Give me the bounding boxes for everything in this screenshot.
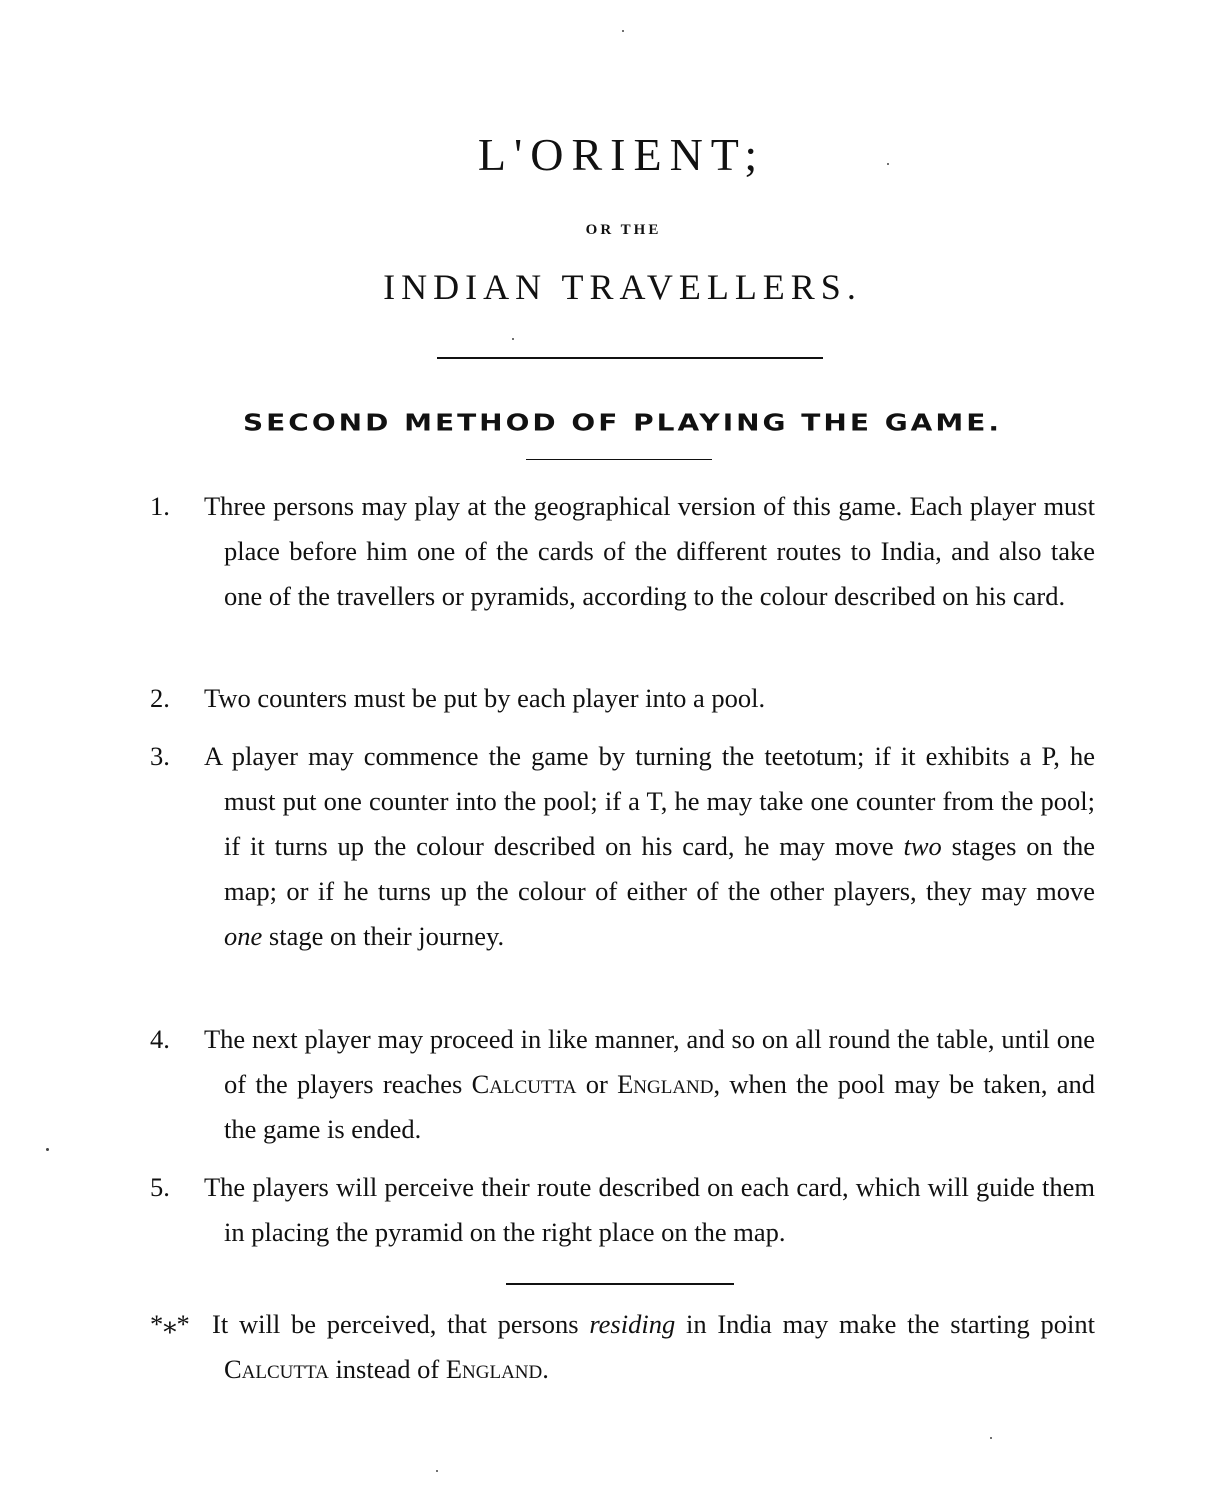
section-heading: SECOND METHOD OF PLAYING THE GAME. — [243, 408, 1002, 437]
rule-item — [150, 676, 1095, 721]
text-segment: one — [224, 921, 263, 951]
rule-item — [150, 1017, 1095, 1152]
document-title: L'ORIENT; — [477, 129, 766, 180]
text-segment: The next player may proceed in like manner, and so on all round the table, until one of the players reaches — [204, 1024, 1095, 1099]
text-segment: The players will perceive their route described on each card, which will guide them in placing the pyramid on the right place on the map. — [204, 1172, 1095, 1247]
text-segment: Calcutta — [471, 1069, 577, 1099]
scan-speck — [46, 1148, 49, 1151]
title-connector: OR THE — [585, 222, 662, 238]
footnote — [150, 1302, 1095, 1392]
document-subtitle: INDIAN TRAVELLERS. — [383, 267, 862, 307]
text-segment: , when the pool may be taken, and the game is ended. — [224, 1069, 1095, 1144]
footnote-text — [150, 1302, 1095, 1392]
divider-top — [437, 357, 823, 359]
text-segment: A player may commence the game by turning the teetotum; if it exhibits a P, he must put one counter into the pool; if a T, he may take one counter from the pool; if it turns up the colour described on his card, he may move — [204, 741, 1095, 861]
text-segment: Calcutta — [224, 1354, 329, 1384]
rule-text — [150, 1165, 1095, 1255]
scan-speck — [887, 163, 889, 165]
text-segment: . — [542, 1354, 549, 1384]
text-segment: in India may make the starting point — [675, 1309, 1095, 1339]
asterism-mark: *⁎* — [150, 1309, 190, 1339]
text-segment: stages on the map; or if he turns up the colour of either of the other players, they may move — [224, 831, 1096, 906]
text-segment: Three persons may play at the geographical version of this game. Each player must place before him one of the cards of the different routes to India, and also take one of the travellers or pyramids, according to the colour described on his card. — [204, 491, 1095, 611]
rule-number: 2. — [150, 683, 170, 713]
rule-text — [150, 676, 1095, 721]
text-segment: stage on their journey. — [262, 921, 505, 951]
divider-bottom — [506, 1283, 734, 1285]
text-segment: or — [576, 1069, 618, 1099]
text-segment: England — [617, 1069, 714, 1099]
text-segment: two — [903, 831, 942, 861]
scan-speck — [512, 338, 514, 340]
rule-item — [150, 1165, 1095, 1255]
scan-speck — [622, 30, 624, 32]
rule-item — [150, 734, 1095, 959]
scan-speck — [436, 1470, 438, 1472]
text-segment: It will be perceived, that persons — [212, 1309, 590, 1339]
rule-number: 4. — [150, 1024, 170, 1054]
scan-speck — [990, 1437, 992, 1439]
rule-text — [150, 734, 1095, 959]
rule-text — [150, 1017, 1095, 1152]
text-segment: Two counters must be put by each player into a pool. — [204, 683, 766, 713]
rule-item — [150, 484, 1095, 619]
text-segment: instead of — [328, 1354, 446, 1384]
rule-number: 1. — [150, 491, 170, 521]
rule-number: 5. — [150, 1172, 170, 1202]
divider-under-heading — [526, 459, 712, 460]
rule-number: 3. — [150, 741, 170, 771]
text-segment: residing — [589, 1309, 676, 1339]
text-segment: England — [445, 1354, 543, 1384]
rule-text — [150, 484, 1095, 619]
